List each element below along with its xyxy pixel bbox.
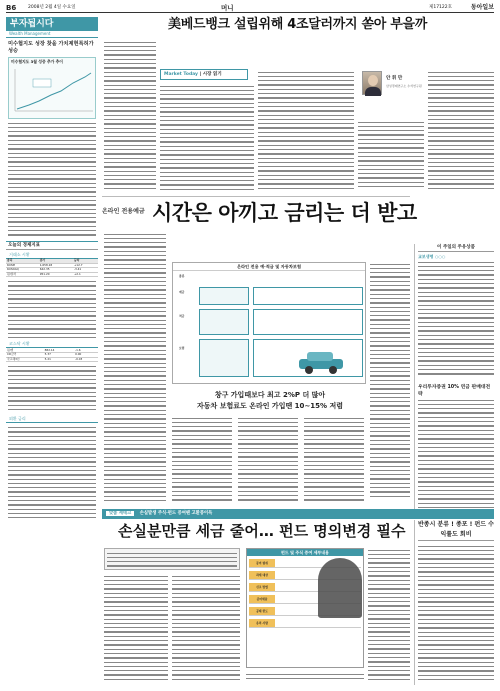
page-number: B6 [6,4,17,12]
column-tag: 시장 읽기 [202,72,222,77]
second-col-2 [172,416,232,504]
second-col-5 [370,262,410,504]
market-subheader-2: 코스닥 시황 [6,341,98,348]
author-name: 안 휘 만 [386,76,403,81]
caption-line-1: 창구 가입때보다 최고 2%P 더 많아 [214,391,326,399]
table-row: 공제 한도 [249,606,361,616]
table-row: 증여세율 [249,594,361,604]
article-col-4 [358,120,424,192]
diagram-box [199,287,249,305]
third-col-1 [104,574,168,684]
second-col-4 [304,416,364,504]
band-text: 손실발생 주식·펀드 증여땐 고환풍이득 [139,511,213,516]
article-col-3 [258,70,354,192]
article-col-2 [160,84,254,192]
car-icon [293,347,353,377]
silhouette-illustration [318,558,362,618]
table-row: 원/엔 882.14 -1.6 [6,348,98,352]
table-row: 유의 사항 [249,618,361,628]
article-col-5 [428,70,494,192]
table-row: KOSDAQ 642.35 -3.41 [6,268,98,273]
sidebar-line-chart [9,65,95,117]
article-col-1 [104,40,156,192]
weekly-product-text-2 [418,398,494,513]
third-col-3 [368,548,410,684]
fund-table-title: 펀드 및 주식 증여 세부내용 [247,549,363,556]
diagram-box [253,309,363,335]
diagram-row-label: 적금 [179,314,185,318]
weekly-product-box [414,244,494,509]
divider [102,196,410,197]
weekly-product-text [418,260,494,380]
diagram-box [199,309,249,335]
custom-finance-band [102,509,494,519]
product-diagram [172,262,366,384]
summary-box [104,548,240,570]
diagram-row-label: 보험 [179,346,185,350]
table-row: 종목 종가 등락 [6,259,98,263]
sidebar-chart-title: 미수협지도 3월 성증 추가 추이 [11,59,63,64]
market-subheader-3: 외환 금리 [6,416,98,423]
issue-date: 2008년 2월 4일 수요일 [28,5,76,10]
market-table-filler [8,279,96,339]
diagram-box [199,339,249,377]
table-row: KOSPI 1,658.18 +12.7 [6,263,98,268]
market-subheader-1: 거래소 시황 [6,252,98,259]
third-headline: 손실분만큼 세금 줄어… 펀드 명의변경 필수 [118,522,406,540]
page-header [6,4,494,13]
bottom-side-head: 반종시 분류 ! 종포 ! 펀드 수익률도 회비 [418,520,494,541]
author-box [362,71,422,117]
sidebar-article [8,121,96,239]
diagram-row-label: 종류 [179,274,185,278]
table-note [246,672,364,684]
table-row: 원/달러 951.20 +2.1 [6,272,98,277]
band-tag: 맞춤 재테크 [106,511,134,516]
economic-index-header: 오늘의 경제지표 [6,241,98,250]
column-label: Market Today [164,72,198,77]
section-title: 머니 [221,4,234,12]
caption-line-2: 자동차 보험료도 온라인 가입땐 10~15% 저렴 [197,402,343,410]
weekly-product-headline: 우리투자증권 10% 연금 판매대전략 [418,385,491,397]
edition-number: 제17122호 [428,5,452,10]
sidebar-chart [8,57,96,119]
sidebar-headline: 미수협지도 성장 찾을 가치제현특허가 성승 [8,41,94,54]
third-col-2 [172,574,240,684]
market-filler-3 [8,425,96,525]
diagram-box [253,287,363,305]
second-col-1 [104,232,166,504]
second-headline: 시간은 아끼고 금리는 더 받고 [152,201,417,225]
sidebar [6,17,98,685]
weekly-product-title: 이 주일의 주유상품 [418,244,494,252]
diagram-caption [176,390,364,412]
bottom-side-box [414,520,494,685]
market-filler-2 [8,364,96,414]
diagram-row-label: 예금 [179,290,185,294]
newspaper-brand: 동아일보 [470,4,494,11]
sidebar-title: 부자됩시다 [6,17,98,31]
second-kicker: 온라인 전용예금 [102,208,145,215]
table-row: 국고채3년 5.21 -0.03 [6,357,98,362]
weekly-product-sub: 교보생명 ○○○ [418,254,446,259]
sidebar-subtitle: Wealth Management [6,31,98,38]
author-photo [362,71,382,95]
table-row: CD금리 5.37 0.00 [6,353,98,358]
main-headline: 美베드뱅크 설립위해 4조달러까지 쏟아 부을까 [168,17,427,32]
bottom-side-text [418,544,494,684]
table-row: 과세 대상 [249,570,361,580]
market-today-label: Market Today | 시장 읽기 [160,69,248,80]
author-role: 삼성경제연구소 수석연구원 [386,84,422,88]
diagram-title: 온라인 전용 예·적금 및 자동차보험 [173,263,365,271]
table-row: 증여 범위 [249,558,361,568]
rates-table-2 [6,348,98,362]
table-row: 신고 방법 [249,582,361,592]
second-col-3 [238,416,298,504]
rates-table-1 [6,259,98,277]
